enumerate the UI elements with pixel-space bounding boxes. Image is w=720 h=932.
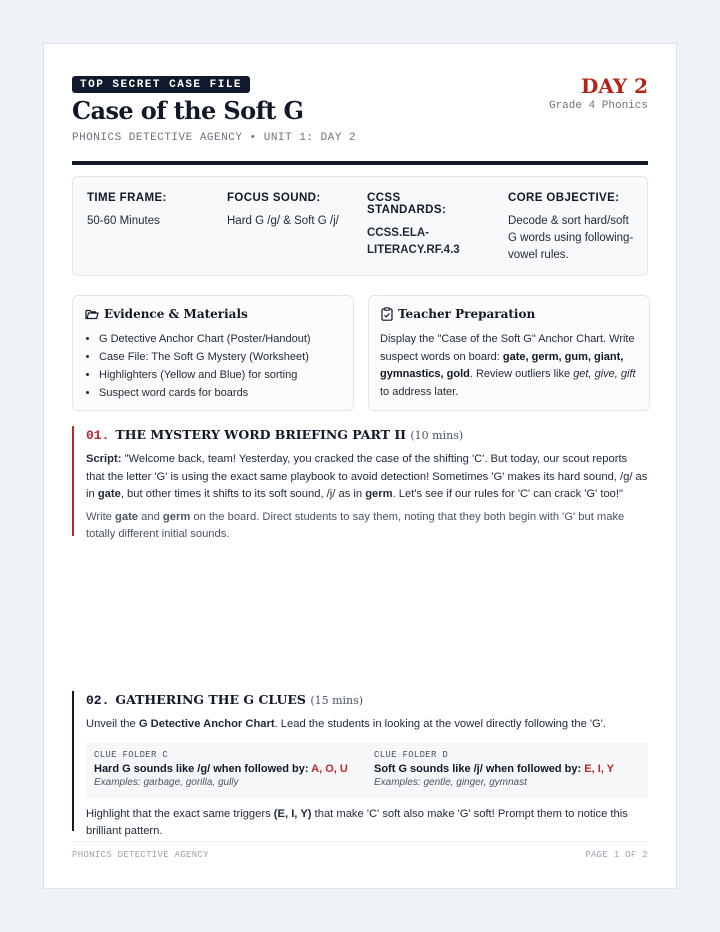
day-label: DAY 2 (580, 74, 648, 98)
teacher-prep-box (368, 295, 650, 411)
info-standards (367, 192, 467, 259)
materials-title: Evidence & Materials (104, 307, 248, 321)
section-time: (15 mins) (310, 694, 364, 707)
footer-agency: PHONICS DETECTIVE AGENCY (72, 850, 209, 860)
list-item: • Case File: The Soft G Mystery (Worksheet) (99, 348, 311, 366)
info-label: CORE OBJECTIVE: (508, 192, 620, 204)
clue-folder-c (94, 750, 348, 788)
clue-examples: Examples: gentle, ginger, gymnast (374, 776, 527, 788)
info-value: 50-60 Minutes (87, 215, 160, 227)
info-value: Hard G /g/ & Soft G /j/ (227, 215, 339, 227)
suspect-words: gate, germ, gum, giant, gymnastics, gold (380, 350, 624, 380)
clue-examples: Examples: garbage, gorilla, gully (94, 776, 239, 788)
info-time-frame (87, 192, 217, 230)
section-heading (86, 692, 648, 708)
materials-heading (85, 307, 248, 321)
trigger-letters: E, I, Y (584, 762, 615, 775)
grade-label: Grade 4 Phonics (548, 100, 648, 112)
section-title: THE MYSTERY WORD BRIEFING PART II (115, 427, 407, 442)
info-label: CCSS STANDARDS: (367, 192, 447, 216)
info-objective (508, 192, 638, 264)
clue-label: CLUE FOLDER C (94, 749, 169, 760)
list-item: • Highlighters (Yellow and Blue) for sorting (99, 366, 311, 384)
section-title: GATHERING THE G CLUES (115, 692, 306, 707)
info-label: FOCUS SOUND: (227, 192, 321, 204)
script-label: Script: (86, 453, 122, 465)
section-clues (72, 691, 648, 837)
section-heading (86, 427, 648, 443)
top-secret-badge: TOP SECRET CASE FILE (72, 76, 250, 93)
script-paragraph: Script: "Welcome back, team! Yesterday, you cracked the case of the shifting 'C'. But today, our scout reports that the letter 'G' is using the exact same playbook to avoid detection! Sometimes 'G' makes its hard sound, /g/ as in gate, but other times it shifts to its soft sound, /j/ as in germ. Let's see if our rules for 'C' can crack 'G' too!" (86, 453, 648, 500)
materials-box (72, 295, 354, 411)
intro-paragraph: Unveil the G Detective Anchor Chart. Lead the students in looking at the vowel directly following the 'G'. (86, 718, 606, 730)
clue-folders (86, 743, 648, 799)
info-label: TIME FRAME: (87, 192, 167, 204)
list-item: • Suspect word cards for boards (99, 384, 311, 402)
section-time: (10 mins) (410, 429, 464, 442)
page-number: PAGE 1 OF 2 (585, 850, 648, 860)
footer-divider (72, 841, 648, 842)
lesson-page (43, 43, 677, 889)
page-title: Case of the Soft G (72, 96, 304, 125)
section-briefing (72, 426, 648, 540)
clue-rule: Soft G sounds like /j/ when followed by: E, I, Y (374, 762, 615, 775)
clue-rule: Hard G sounds like /g/ when followed by: A, O, U (94, 762, 348, 775)
header-divider (72, 161, 648, 165)
info-focus-sound (227, 192, 357, 230)
prep-heading (381, 307, 535, 321)
trigger-letters: A, O, U (311, 762, 348, 775)
lesson-info-panel (72, 176, 648, 276)
highlight-paragraph: Highlight that the exact same triggers (E, I, Y) that make 'C' soft also make 'G' soft! Prompt them to notice this brilliant pattern. (86, 807, 628, 837)
page-subtitle: PHONICS DETECTIVE AGENCY • UNIT 1: DAY 2 (72, 132, 357, 144)
materials-list (99, 330, 311, 402)
clue-label: CLUE FOLDER D (374, 749, 449, 760)
info-value: CCSS.ELA-LITERACY.RF.4.3 (367, 227, 460, 256)
section-number: 02. (86, 693, 110, 708)
folder-icon (85, 308, 99, 320)
clue-folder-d (374, 750, 614, 788)
direction-paragraph: Write gate and germ on the board. Direct students to say them, noting that they both begin with 'G' but make totally different initial sounds. (86, 510, 625, 540)
outlier-words: get, give, gift (573, 368, 636, 380)
section-number: 01. (86, 428, 110, 443)
info-value: Decode & sort hard/soft G words using following-vowel rules. (508, 215, 634, 261)
clipboard-icon (381, 307, 393, 321)
prep-title: Teacher Preparation (398, 307, 536, 321)
list-item: • G Detective Anchor Chart (Poster/Handout) (99, 330, 311, 348)
prep-text: Display the "Case of the Soft G" Anchor Chart. Write suspect words on board: gate, germ, gum, giant, gymnastics, gold. Review outliers like get, give, gift to address later. (380, 333, 636, 398)
